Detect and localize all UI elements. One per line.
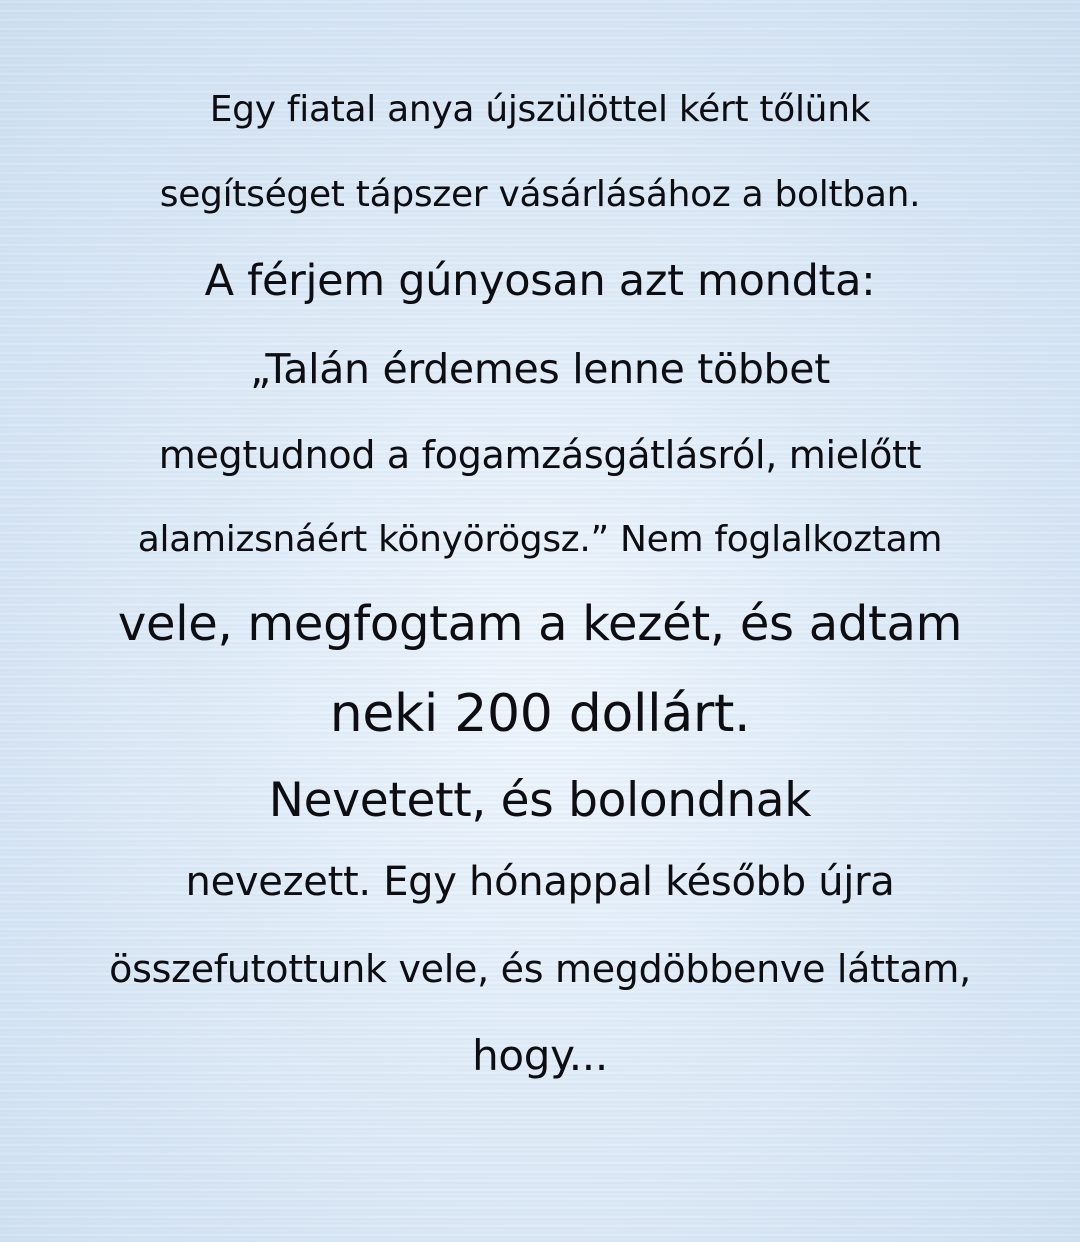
story-line-4: „Talán érdemes lenne többet [250, 345, 830, 393]
story-line-5: megtudnod a fogamzásgátlásról, mielőtt [158, 433, 922, 477]
story-line-10: nevezett. Egy hónappal később újra [185, 859, 895, 905]
story-line-11: összefutottunk vele, és megdöbbenve láttam, [109, 947, 971, 991]
story-line-9: Nevetett, és bolondnak [268, 773, 812, 828]
story-line-12: hogy... [472, 1031, 608, 1080]
story-line-8: neki 200 dollárt. [329, 684, 751, 744]
story-line-1: Egy fiatal anya újszülöttel kért tőlünk [209, 89, 871, 130]
story-line-2: segítséget tápszer vásárlásához a boltban. [159, 174, 921, 215]
story-line-6: alamizsnáért könyörögsz.” Nem foglalkoztam [137, 519, 943, 560]
story-line-7: vele, megfogtam a kezét, és adtam [117, 596, 963, 652]
story-line-3: A férjem gúnyosan azt mondta: [204, 256, 876, 306]
